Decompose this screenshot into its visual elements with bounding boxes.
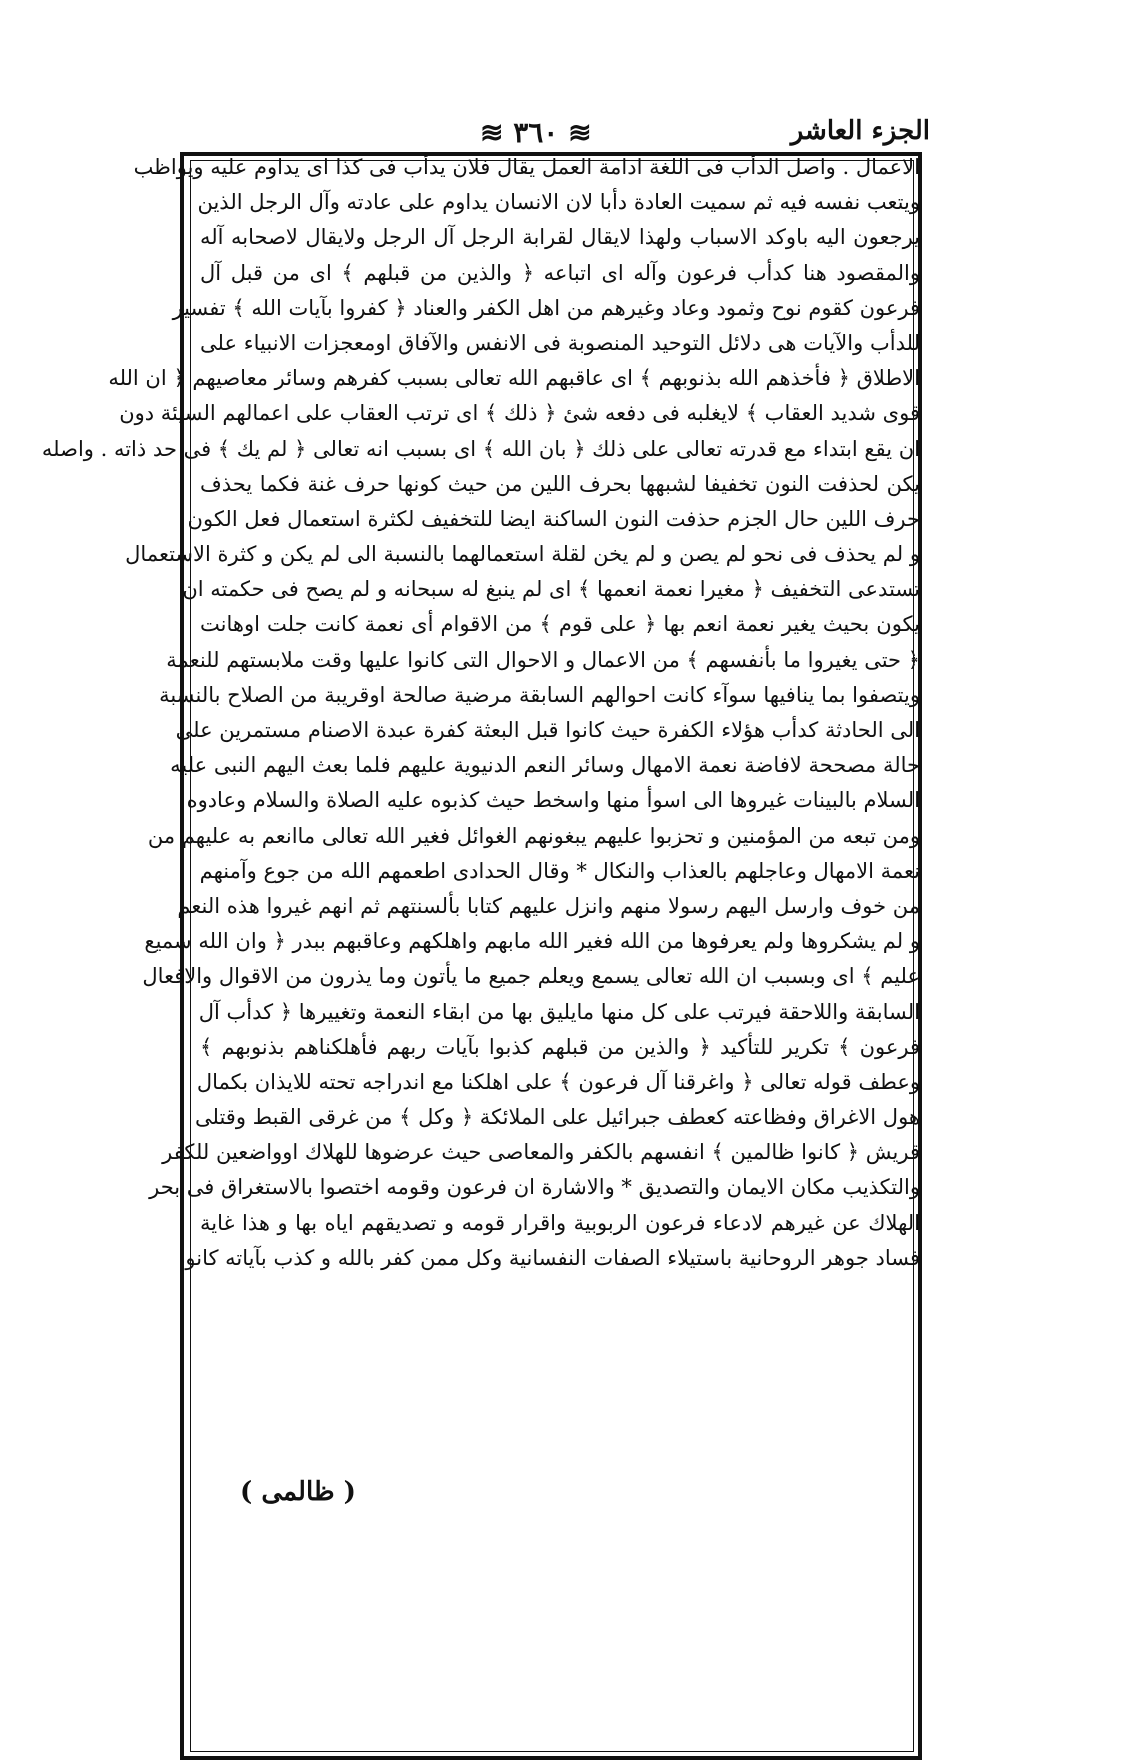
main-text-block	[41, 150, 920, 1276]
text-line: الهلاك عن غيرهم لادعاء فرعون الربوبية واقرار قومه و تصديقهم اياه بها و هذا غاية	[200, 1210, 920, 1235]
running-header	[190, 112, 930, 152]
text-line: السابقة واللاحقة فيرتب على كل منها مايليق بها من ابقاء النعمة وتغييرها ﴿ كدأب آل	[198, 999, 920, 1024]
text-line: قوى شديد العقاب ﴾ لايغلبه فى دفعه شئ ﴿ ذلك ﴾ اى ترتب العقاب على اعمالهم السيئة دون	[119, 401, 920, 426]
text-line: يكون بحيث يغير نعمة انعم بها ﴿ على قوم ﴾ من الاقوام أى نعمة كانت جلت اوهانت	[200, 612, 920, 637]
page-number: ≋ ٣٦٠ ≋	[480, 116, 592, 149]
text-line: عليم ﴾ اى وبسبب ان الله تعالى يسمع ويعلم جميع ما يأتون وما يذرون من الاقوال والافعال	[142, 964, 920, 989]
text-line: من خوف وارسل اليهم رسولا منهم وانزل عليهم كتابا بألسنتهم ثم انهم غيروا هذه النعم	[177, 893, 920, 918]
text-line: فساد جوهر الروحانية باستيلاء الصفات النفسانية وكل ممن كفر بالله و كذب بآياته كانوا	[179, 1245, 920, 1270]
text-line: يكن لحذفت النون تخفيفا لشبهها بحرف اللين من حيث كونها حرف غنة فكما يحذف	[200, 471, 920, 496]
text-line: تستدعى التخفيف ﴿ مغيرا نعمة انعمها ﴾ اى لم ينبغ له سبحانه و لم يصح فى حكمته ان	[182, 577, 920, 602]
text-line: فرعون ﴾ تكرير للتأكيد ﴿ والذين من قبلهم كذبوا بآيات ربهم فأهلكناهم بذنوبهم ﴾	[200, 1034, 920, 1059]
text-line: ومن تبعه من المؤمنين و تحزبوا عليهم يبغونهم الغوائل فغير الله تعالى ماانعم به عليهم من	[147, 823, 920, 848]
text-line: للدأب والآيات هى دلائل التوحيد المنصوبة فى الانفس والآفاق اومعجزات الانبياء على	[200, 330, 920, 355]
text-line: الاعمال . واصل الدأب فى اللغة ادامة العمل يقال فلان يدأب فى كذا اى يداوم عليه ويواظب	[133, 155, 920, 179]
text-line: و لم يشكروها ولم يعرفوها من الله فغير الله مابهم واهلكهم وعاقبهم ببدر ﴿ وان الله سميع	[144, 929, 920, 954]
text-line: السلام بالبينات غيروها الى اسوأ منها واسخط حيث كذبوه عليه الصلاة والسلام وعادوه	[186, 788, 920, 813]
text-line: ويتعب نفسه فيه ثم سميت العادة دأبا لان الانسان يداوم على عادته وآل الرجل الذين	[197, 190, 920, 215]
text-line: قريش ﴿ كانوا ظالمين ﴾ انفسهم بالكفر والمعاصى حيث عرضوها للهلاك اوواضعين للكفر	[162, 1140, 920, 1165]
text-line: حالة مصححة لافاضة نعمة الامهال وسائر النعم الدنيوية عليهم فلما بعث اليهم النبى عليه	[170, 753, 920, 778]
text-line: ﴿ حتى يغيروا ما بأنفسهم ﴾ من الاعمال و الاحوال التى كانوا عليها وقت ملابستهم للنعمة	[166, 647, 920, 672]
text-line: وعطف قوله تعالى ﴿ واغرقنا آل فرعون ﴾ على اهلكنا مع اندراجه تحته للايذان بكمال	[196, 1069, 920, 1094]
text-line: هول الاغراق وفظاعته كعطف جبرائيل على الملائكة ﴿ وكل ﴾ من غرقى القبط وقتلى	[194, 1105, 920, 1130]
text-line: الى الحادثة كدأب هؤلاء الكفرة حيث كانوا قبل البعثة كفرة عبدة الاصنام مستمرين على	[175, 718, 920, 742]
text-line: حرف اللين حال الجزم حذفت النون الساكنة ايضا للتخفيف لكثرة استعمال فعل الكون	[187, 506, 920, 531]
text-line: نعمة الامهال وعاجلهم بالعذاب والنكال * وقال الحدادى اطعمهم الله من جوع وآمنهم	[199, 858, 920, 883]
text-line: والمقصود هنا كدأب فرعون وآله اى اتباعه ﴿ والذين من قبلهم ﴾ اى من قبل آل	[200, 260, 920, 285]
text-line: يرجعون اليه باوكد الاسباب ولهذا لايقال لقرابة الرجل آل الرجل ولايقال لاصحابه آله	[200, 225, 920, 250]
text-line: فرعون كقوم نوح وثمود وعاد وغيرهم من اهل الكفر والعناد ﴿ كفروا بآيات الله ﴾ تفسير	[172, 295, 920, 320]
text-line: و لم يحذف فى نحو لم يصن و لم يخن لقلة استعمالهما بالنسبة الى لم يكن و كثرة الاستعمال	[125, 542, 920, 567]
part-title: الجزء العاشر	[790, 116, 930, 146]
text-line: والتكذيب مكان الايمان والتصديق * والاشارة ان فرعون وقومه اختصوا بالاستغراق فى بحر	[149, 1175, 920, 1200]
text-line: الاطلاق ﴿ فأخذهم الله بذنوبهم ﴾ اى عاقبهم الله تعالى بسبب كفرهم وسائر معاصيهم ﴿ ان الله	[108, 366, 920, 391]
catchword: ( ظالمى )	[240, 1477, 356, 1507]
text-line: ان يقع ابتداء مع قدرته تعالى على ذلك ﴿ بان الله ﴾ اى بسبب انه تعالى ﴿ لم يك ﴾ فى حد ذاته . واصله	[41, 436, 920, 461]
text-line: ويتصفوا بما ينافيها سوآء كانت احوالهم السابقة مرضية صالحة اوقريبة من الصلاح بالنسبة	[159, 682, 920, 707]
